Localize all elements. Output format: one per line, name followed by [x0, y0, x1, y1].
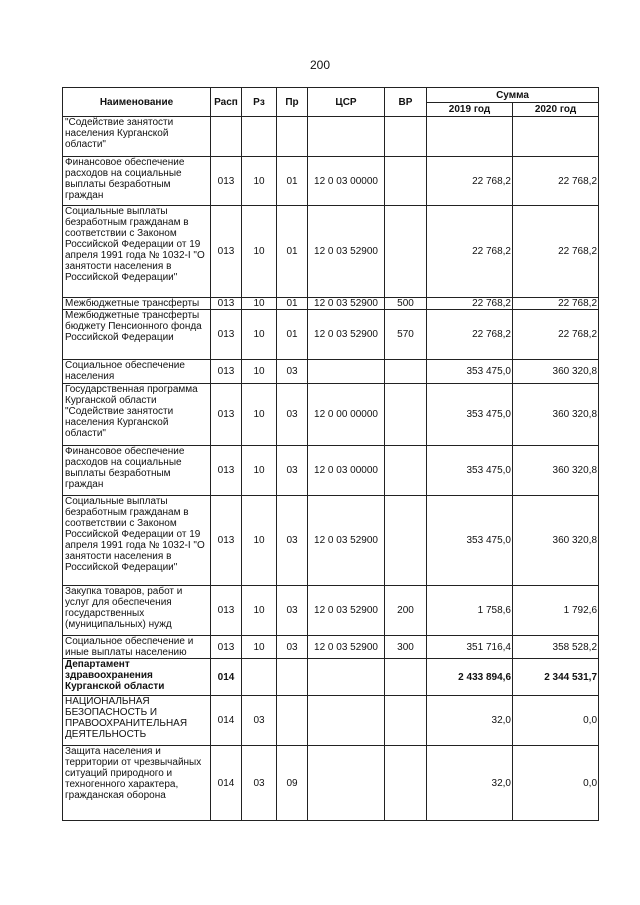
cell-rasp: 014 — [211, 659, 242, 696]
cell-sum-2019: 22 768,2 — [427, 310, 513, 360]
cell-pr: 01 — [277, 157, 308, 206]
cell-rz: 03 — [242, 696, 277, 746]
cell-rz: 10 — [242, 636, 277, 659]
cell-sum-2020: 358 528,2 — [513, 636, 599, 659]
cell-rz: 10 — [242, 384, 277, 446]
cell-pr: 03 — [277, 360, 308, 384]
table-row — [63, 496, 599, 586]
cell-pr: 03 — [277, 586, 308, 636]
cell-vr — [385, 157, 427, 206]
header-sum: Сумма — [427, 88, 599, 103]
cell-sum-2019: 22 768,2 — [427, 206, 513, 298]
cell-name: Межбюджетные трансферты бюджету Пенсионного фонда Российской Федерации — [63, 310, 211, 360]
cell-rasp: 013 — [211, 298, 242, 310]
cell-sum-2020 — [513, 117, 599, 157]
cell-pr — [277, 117, 308, 157]
cell-sum-2020: 22 768,2 — [513, 298, 599, 310]
cell-pr — [277, 696, 308, 746]
cell-rasp: 013 — [211, 157, 242, 206]
table-row — [63, 157, 599, 206]
cell-csr: 12 0 03 52900 — [308, 636, 385, 659]
cell-name: Финансовое обеспечение расходов на социальные выплаты безработным граждан — [63, 157, 211, 206]
cell-csr: 12 0 00 00000 — [308, 384, 385, 446]
cell-pr: 01 — [277, 310, 308, 360]
cell-sum-2019: 351 716,4 — [427, 636, 513, 659]
table-row — [63, 746, 599, 821]
cell-rasp — [211, 117, 242, 157]
cell-csr — [308, 746, 385, 821]
cell-sum-2020: 360 320,8 — [513, 446, 599, 496]
cell-rasp: 014 — [211, 746, 242, 821]
table-row — [63, 298, 599, 310]
table-row — [63, 360, 599, 384]
cell-sum-2019: 22 768,2 — [427, 157, 513, 206]
cell-csr — [308, 117, 385, 157]
header-pr: Пр — [277, 88, 308, 117]
cell-vr — [385, 360, 427, 384]
cell-csr — [308, 696, 385, 746]
cell-name: Социальные выплаты безработным гражданам в соответствии с Законом Российской Федерации от 19 апреля 1991 года № 1032-I "О занятости населения в Российской Федерации" — [63, 496, 211, 586]
cell-name: Финансовое обеспечение расходов на социальные выплаты безработным граждан — [63, 446, 211, 496]
table-row — [63, 310, 599, 360]
table-row — [63, 586, 599, 636]
table-row — [63, 659, 599, 696]
cell-sum-2020: 22 768,2 — [513, 157, 599, 206]
cell-sum-2020: 2 344 531,7 — [513, 659, 599, 696]
cell-rz: 10 — [242, 298, 277, 310]
table-row — [63, 384, 599, 446]
cell-rz: 10 — [242, 496, 277, 586]
cell-name: Закупка товаров, работ и услуг для обеспечения государственных (муниципальных) нужд — [63, 586, 211, 636]
cell-sum-2020: 360 320,8 — [513, 360, 599, 384]
table-row — [63, 446, 599, 496]
cell-rasp: 013 — [211, 636, 242, 659]
table-row — [63, 696, 599, 746]
page-number: 200 — [309, 58, 331, 72]
cell-csr — [308, 360, 385, 384]
cell-rz: 10 — [242, 157, 277, 206]
cell-vr — [385, 446, 427, 496]
cell-rasp: 013 — [211, 496, 242, 586]
cell-rasp: 014 — [211, 696, 242, 746]
header-year-2020: 2020 год — [513, 103, 599, 117]
cell-rasp: 013 — [211, 384, 242, 446]
header-name: Наименование — [63, 88, 211, 117]
cell-sum-2019: 353 475,0 — [427, 446, 513, 496]
cell-vr: 300 — [385, 636, 427, 659]
cell-vr: 500 — [385, 298, 427, 310]
cell-sum-2020: 360 320,8 — [513, 496, 599, 586]
cell-sum-2020: 22 768,2 — [513, 310, 599, 360]
header-year-2019: 2019 год — [427, 103, 513, 117]
table-body — [63, 117, 599, 821]
cell-vr — [385, 206, 427, 298]
cell-rasp: 013 — [211, 586, 242, 636]
cell-sum-2019 — [427, 117, 513, 157]
header-vr: ВР — [385, 88, 427, 117]
cell-rasp: 013 — [211, 310, 242, 360]
cell-name: Межбюджетные трансферты — [63, 298, 211, 310]
cell-sum-2020: 22 768,2 — [513, 206, 599, 298]
cell-sum-2020: 360 320,8 — [513, 384, 599, 446]
cell-pr: 01 — [277, 298, 308, 310]
cell-rasp: 013 — [211, 360, 242, 384]
cell-vr — [385, 696, 427, 746]
cell-sum-2019: 353 475,0 — [427, 360, 513, 384]
cell-sum-2019: 2 433 894,6 — [427, 659, 513, 696]
cell-pr: 03 — [277, 496, 308, 586]
cell-name: Защита населения и территории от чрезвычайных ситуаций природного и техногенного характера, гражданская оборона — [63, 746, 211, 821]
cell-sum-2019: 32,0 — [427, 696, 513, 746]
cell-name: Государственная программа Курганской области "Содействие занятости населения Курганской области" — [63, 384, 211, 446]
cell-sum-2020: 0,0 — [513, 746, 599, 821]
cell-name: Социальные выплаты безработным гражданам в соответствии с Законом Российской Федерации от 19 апреля 1991 года № 1032-I "О занятости населения в Российской Федерации" — [63, 206, 211, 298]
cell-sum-2019: 353 475,0 — [427, 384, 513, 446]
cell-vr — [385, 117, 427, 157]
cell-sum-2020: 1 792,6 — [513, 586, 599, 636]
cell-vr — [385, 746, 427, 821]
cell-csr: 12 0 03 00000 — [308, 157, 385, 206]
cell-sum-2019: 353 475,0 — [427, 496, 513, 586]
cell-sum-2019: 22 768,2 — [427, 298, 513, 310]
table-row — [63, 636, 599, 659]
cell-csr: 12 0 03 52900 — [308, 496, 385, 586]
header-rasp: Расп — [211, 88, 242, 117]
cell-csr: 12 0 03 52900 — [308, 298, 385, 310]
cell-name: Социальное обеспечение и иные выплаты населению — [63, 636, 211, 659]
budget-table — [62, 87, 599, 821]
cell-pr: 03 — [277, 636, 308, 659]
cell-rasp: 013 — [211, 206, 242, 298]
cell-rz — [242, 659, 277, 696]
cell-rz: 03 — [242, 746, 277, 821]
table-row — [63, 206, 599, 298]
cell-csr — [308, 659, 385, 696]
cell-rasp: 013 — [211, 446, 242, 496]
cell-pr: 03 — [277, 384, 308, 446]
cell-vr — [385, 384, 427, 446]
cell-name: Департамент здравоохранения Курганской области — [63, 659, 211, 696]
cell-vr: 570 — [385, 310, 427, 360]
cell-sum-2019: 32,0 — [427, 746, 513, 821]
cell-rz — [242, 117, 277, 157]
cell-name: "Содействие занятости населения Курганской области" — [63, 117, 211, 157]
cell-pr — [277, 659, 308, 696]
cell-name: НАЦИОНАЛЬНАЯ БЕЗОПАСНОСТЬ И ПРАВООХРАНИТЕЛЬНАЯ ДЕЯТЕЛЬНОСТЬ — [63, 696, 211, 746]
cell-pr: 03 — [277, 446, 308, 496]
cell-csr: 12 0 03 52900 — [308, 586, 385, 636]
cell-sum-2020: 0,0 — [513, 696, 599, 746]
cell-rz: 10 — [242, 310, 277, 360]
cell-pr: 09 — [277, 746, 308, 821]
cell-vr: 200 — [385, 586, 427, 636]
cell-vr — [385, 496, 427, 586]
cell-csr: 12 0 03 00000 — [308, 446, 385, 496]
header-rz: Рз — [242, 88, 277, 117]
cell-rz: 10 — [242, 446, 277, 496]
cell-pr: 01 — [277, 206, 308, 298]
cell-name: Социальное обеспечение населения — [63, 360, 211, 384]
cell-rz: 10 — [242, 586, 277, 636]
table-row — [63, 117, 599, 157]
cell-csr: 12 0 03 52900 — [308, 206, 385, 298]
header-csr: ЦСР — [308, 88, 385, 117]
cell-csr: 12 0 03 52900 — [308, 310, 385, 360]
cell-sum-2019: 1 758,6 — [427, 586, 513, 636]
cell-rz: 10 — [242, 206, 277, 298]
cell-rz: 10 — [242, 360, 277, 384]
cell-vr — [385, 659, 427, 696]
